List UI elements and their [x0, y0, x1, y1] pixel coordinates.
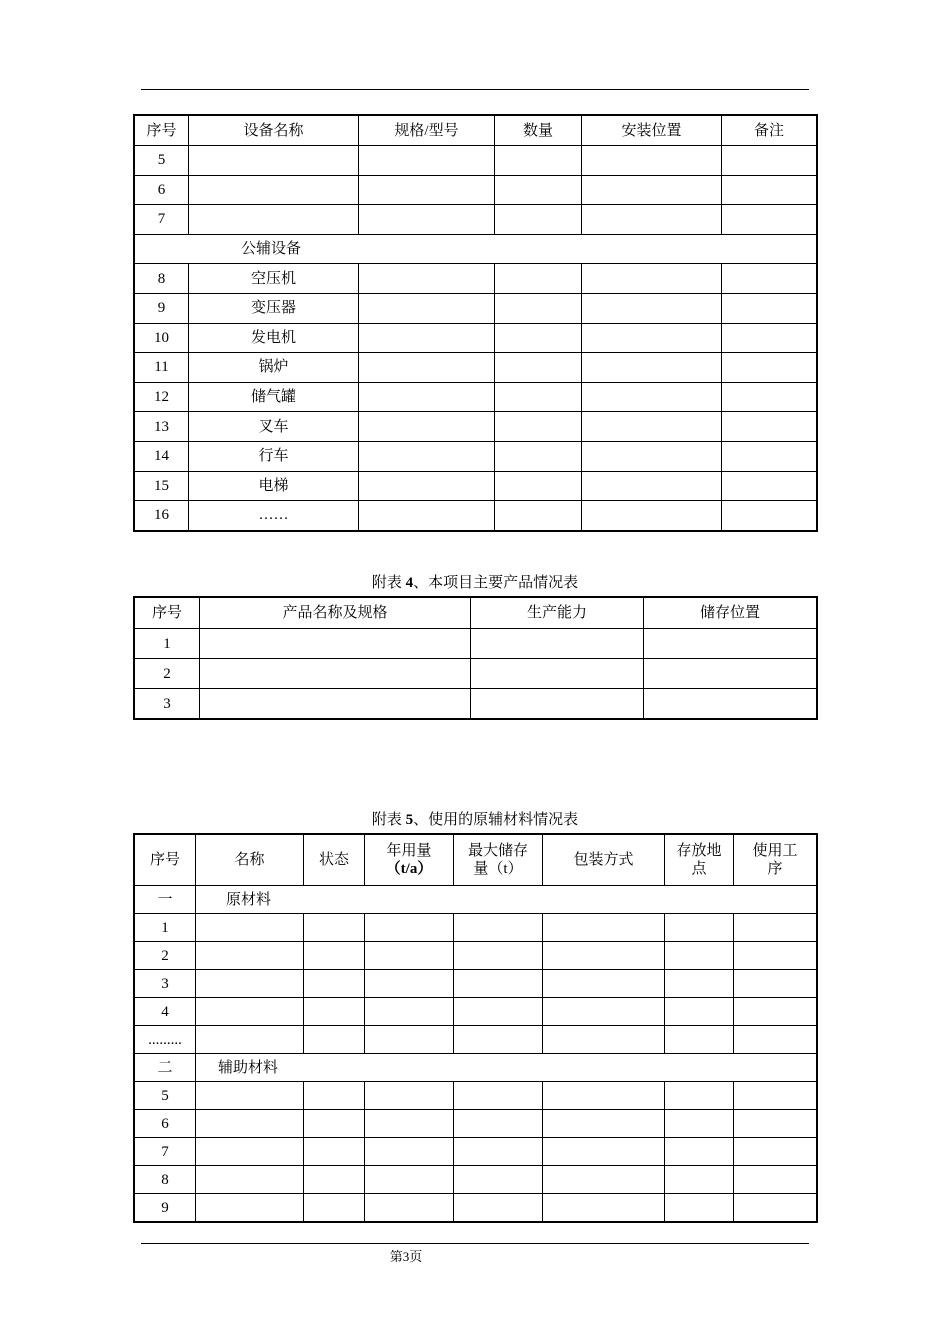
empty-cell	[734, 970, 817, 998]
empty-cell	[582, 175, 722, 205]
empty-cell	[196, 1138, 304, 1166]
empty-cell	[543, 942, 665, 970]
group-number: 一	[135, 886, 196, 914]
group-number: 二	[135, 1054, 196, 1082]
empty-cell	[722, 501, 817, 531]
equipment-name: 电梯	[189, 471, 359, 501]
empty-cell	[665, 998, 734, 1026]
row-number: 9	[135, 1194, 196, 1222]
table-row	[135, 205, 817, 235]
empty-cell	[196, 998, 304, 1026]
empty-cell	[471, 689, 644, 719]
empty-cell	[495, 382, 582, 412]
empty-cell	[722, 146, 817, 176]
empty-cell	[359, 205, 495, 235]
header-cell-qty: 数量	[495, 116, 582, 146]
empty-cell	[543, 914, 665, 942]
empty-cell	[543, 1166, 665, 1194]
empty-cell	[304, 1082, 365, 1110]
empty-cell	[722, 382, 817, 412]
empty-cell	[359, 441, 495, 471]
table-row	[135, 942, 817, 970]
equipment-name	[189, 175, 359, 205]
table-row	[135, 1110, 817, 1138]
header-cell-name: 名称	[196, 835, 304, 886]
empty-cell	[722, 323, 817, 353]
equipment-table	[134, 115, 817, 531]
equipment-name: 行车	[189, 441, 359, 471]
empty-cell	[644, 689, 817, 719]
empty-cell	[665, 1082, 734, 1110]
table-row	[135, 1166, 817, 1194]
empty-cell	[734, 1082, 817, 1110]
table-row	[135, 998, 817, 1026]
header-line-2: （t/a）	[385, 861, 433, 877]
table-row	[135, 175, 817, 205]
header-cell-max-storage	[454, 835, 543, 886]
empty-cell	[665, 1026, 734, 1054]
table-row	[135, 146, 817, 176]
empty-cell	[454, 1082, 543, 1110]
empty-cell	[722, 353, 817, 383]
empty-cell	[359, 501, 495, 531]
row-number: 6	[135, 1110, 196, 1138]
empty-cell	[359, 293, 495, 323]
table-row	[135, 501, 817, 531]
empty-cell	[454, 914, 543, 942]
empty-cell	[304, 1110, 365, 1138]
empty-cell	[454, 998, 543, 1026]
table-row	[135, 970, 817, 998]
empty-cell	[304, 1194, 365, 1222]
table-row	[135, 382, 817, 412]
header-line-1: 使用工	[752, 843, 798, 859]
empty-cell	[365, 970, 454, 998]
empty-cell	[365, 1138, 454, 1166]
table-row	[135, 1082, 817, 1110]
product-table-body	[135, 598, 817, 719]
table-row	[135, 659, 817, 689]
equipment-name: 发电机	[189, 323, 359, 353]
empty-cell	[543, 998, 665, 1026]
empty-cell	[722, 264, 817, 294]
row-number: 14	[135, 441, 189, 471]
materials-table-body	[135, 835, 817, 1222]
empty-cell	[454, 1138, 543, 1166]
empty-cell	[722, 175, 817, 205]
empty-cell	[196, 1194, 304, 1222]
page-number: 第3页	[389, 1249, 423, 1264]
empty-cell	[734, 1026, 817, 1054]
empty-cell	[196, 970, 304, 998]
empty-cell	[359, 323, 495, 353]
empty-cell	[359, 412, 495, 442]
caption-number: 4	[405, 575, 414, 591]
table-row	[135, 629, 817, 659]
table-row	[135, 1026, 817, 1054]
header-cell-location: 安装位置	[582, 116, 722, 146]
empty-cell	[734, 914, 817, 942]
empty-cell	[543, 1082, 665, 1110]
header-cell-spec: 规格/型号	[359, 116, 495, 146]
header-cell-annual-usage	[365, 835, 454, 886]
row-number: 2	[135, 942, 196, 970]
group-row	[135, 1054, 817, 1082]
empty-cell	[359, 264, 495, 294]
empty-cell	[665, 1166, 734, 1194]
empty-cell	[359, 175, 495, 205]
equipment-name: 变压器	[189, 293, 359, 323]
empty-cell	[454, 942, 543, 970]
empty-cell	[543, 1194, 665, 1222]
row-number: 5	[135, 146, 189, 176]
group-label: 辅助材料	[196, 1054, 817, 1082]
empty-cell	[304, 942, 365, 970]
empty-cell	[495, 412, 582, 442]
row-number: 1	[135, 914, 196, 942]
row-number: .........	[135, 1026, 196, 1054]
empty-cell	[365, 1026, 454, 1054]
empty-cell	[734, 1194, 817, 1222]
empty-cell	[644, 629, 817, 659]
equipment-name: 锅炉	[189, 353, 359, 383]
product-table	[134, 597, 817, 719]
header-line-2: 序	[767, 861, 783, 877]
empty-cell	[495, 264, 582, 294]
header-line-1: 存放地	[676, 843, 722, 859]
empty-cell	[365, 998, 454, 1026]
empty-cell	[543, 1138, 665, 1166]
empty-cell	[722, 412, 817, 442]
empty-cell	[454, 1026, 543, 1054]
row-number: 15	[135, 471, 189, 501]
header-line-2: 量（t）	[473, 861, 523, 877]
empty-cell	[495, 471, 582, 501]
empty-cell	[543, 1026, 665, 1054]
empty-cell	[665, 942, 734, 970]
empty-cell	[582, 412, 722, 442]
empty-cell	[454, 970, 543, 998]
empty-cell	[200, 659, 471, 689]
empty-cell	[582, 353, 722, 383]
header-cell-capacity: 生产能力	[471, 598, 644, 629]
table-row	[135, 471, 817, 501]
table-row	[135, 441, 817, 471]
empty-cell	[495, 323, 582, 353]
row-number: 13	[135, 412, 189, 442]
empty-cell	[665, 970, 734, 998]
row-number: 4	[135, 998, 196, 1026]
empty-cell	[665, 914, 734, 942]
header-cell-no: 序号	[135, 116, 189, 146]
header-cell-packing: 包装方式	[543, 835, 665, 886]
empty-cell	[365, 914, 454, 942]
empty-cell	[722, 471, 817, 501]
empty-cell	[495, 146, 582, 176]
table-row	[135, 353, 817, 383]
empty-cell	[365, 1110, 454, 1138]
empty-cell	[582, 293, 722, 323]
row-number: 8	[135, 1166, 196, 1194]
row-number: 3	[135, 689, 200, 719]
header-cell-name: 设备名称	[189, 116, 359, 146]
empty-cell	[304, 1166, 365, 1194]
empty-cell	[359, 382, 495, 412]
empty-cell	[644, 659, 817, 689]
header-cell-product: 产品名称及规格	[200, 598, 471, 629]
empty-cell	[495, 293, 582, 323]
equipment-table-body	[135, 116, 817, 531]
empty-cell	[304, 970, 365, 998]
empty-cell	[471, 629, 644, 659]
equipment-name: 叉车	[189, 412, 359, 442]
empty-cell	[365, 1194, 454, 1222]
row-number: 7	[135, 205, 189, 235]
empty-cell	[582, 471, 722, 501]
header-cell-remark: 备注	[722, 116, 817, 146]
row-number: 2	[135, 659, 200, 689]
table-row	[135, 689, 817, 719]
header-cell-no: 序号	[135, 598, 200, 629]
empty-cell	[495, 501, 582, 531]
empty-cell	[196, 1166, 304, 1194]
table-row	[135, 412, 817, 442]
row-number: 16	[135, 501, 189, 531]
header-cell-no: 序号	[135, 835, 196, 886]
row-number: 9	[135, 293, 189, 323]
empty-cell	[582, 146, 722, 176]
table5-caption	[0, 810, 950, 830]
group-label: 原材料	[196, 886, 817, 914]
empty-cell	[196, 1026, 304, 1054]
row-number: 6	[135, 175, 189, 205]
table-header-row	[135, 835, 817, 886]
empty-cell	[304, 1138, 365, 1166]
empty-cell	[543, 1110, 665, 1138]
table-row	[135, 293, 817, 323]
empty-cell	[734, 942, 817, 970]
empty-cell	[200, 689, 471, 719]
equipment-name: 空压机	[189, 264, 359, 294]
caption-text: 、使用的原辅材料情况表	[413, 812, 579, 828]
header-line-1: 年用量	[386, 843, 432, 859]
empty-cell	[471, 659, 644, 689]
empty-cell	[359, 353, 495, 383]
empty-cell	[582, 382, 722, 412]
empty-cell	[196, 1110, 304, 1138]
empty-cell	[582, 501, 722, 531]
footer-rule	[141, 1243, 809, 1244]
empty-cell	[582, 264, 722, 294]
section-label: 公辅设备	[135, 234, 817, 264]
empty-cell	[495, 441, 582, 471]
row-number: 7	[135, 1138, 196, 1166]
row-number: 3	[135, 970, 196, 998]
row-number: 8	[135, 264, 189, 294]
empty-cell	[495, 175, 582, 205]
row-number: 5	[135, 1082, 196, 1110]
equipment-name: 储气罐	[189, 382, 359, 412]
header-line-2: 点	[691, 861, 707, 877]
empty-cell	[196, 942, 304, 970]
table-row	[135, 914, 817, 942]
empty-cell	[582, 323, 722, 353]
empty-cell	[734, 1110, 817, 1138]
empty-cell	[196, 914, 304, 942]
empty-cell	[495, 205, 582, 235]
empty-cell	[365, 942, 454, 970]
empty-cell	[365, 1166, 454, 1194]
empty-cell	[665, 1194, 734, 1222]
table-header-row	[135, 598, 817, 629]
header-rule	[141, 89, 809, 90]
table-row	[135, 1194, 817, 1222]
equipment-name	[189, 146, 359, 176]
empty-cell	[722, 293, 817, 323]
table-row	[135, 323, 817, 353]
empty-cell	[304, 914, 365, 942]
equipment-name	[189, 205, 359, 235]
row-number: 11	[135, 353, 189, 383]
empty-cell	[734, 1138, 817, 1166]
row-number: 12	[135, 382, 189, 412]
equipment-name: ……	[189, 501, 359, 531]
empty-cell	[454, 1194, 543, 1222]
caption-prefix: 附表	[371, 575, 406, 591]
table-row	[135, 1138, 817, 1166]
caption-number: 5	[405, 812, 414, 828]
table-row	[135, 264, 817, 294]
row-number: 10	[135, 323, 189, 353]
empty-cell	[722, 441, 817, 471]
header-cell-storage: 储存位置	[644, 598, 817, 629]
empty-cell	[365, 1082, 454, 1110]
empty-cell	[543, 970, 665, 998]
header-line-1: 最大储存	[467, 843, 528, 859]
empty-cell	[304, 998, 365, 1026]
empty-cell	[665, 1110, 734, 1138]
caption-text: 、本项目主要产品情况表	[413, 575, 579, 591]
empty-cell	[359, 471, 495, 501]
table4-caption	[0, 573, 950, 593]
empty-cell	[196, 1082, 304, 1110]
empty-cell	[734, 1166, 817, 1194]
row-number: 1	[135, 629, 200, 659]
empty-cell	[359, 146, 495, 176]
header-cell-process	[734, 835, 817, 886]
caption-prefix: 附表	[371, 812, 406, 828]
empty-cell	[495, 353, 582, 383]
empty-cell	[454, 1110, 543, 1138]
empty-cell	[582, 205, 722, 235]
group-row	[135, 886, 817, 914]
table-header-row	[135, 116, 817, 146]
header-cell-state: 状态	[304, 835, 365, 886]
header-cell-location	[665, 835, 734, 886]
empty-cell	[734, 998, 817, 1026]
empty-cell	[200, 629, 471, 659]
empty-cell	[722, 205, 817, 235]
section-row	[135, 234, 817, 264]
materials-table	[134, 834, 817, 1222]
empty-cell	[304, 1026, 365, 1054]
empty-cell	[665, 1138, 734, 1166]
empty-cell	[582, 441, 722, 471]
empty-cell	[454, 1166, 543, 1194]
